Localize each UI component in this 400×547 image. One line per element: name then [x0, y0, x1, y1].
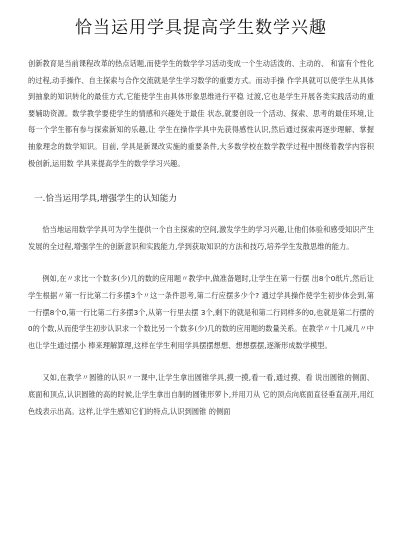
- section-paragraph-3: 又如,在教学〃圆锥的认识〃一课中,让学生拿出圆锥学具,摸一摸,看一看,通过摸、看 说出圆锥的侧面、底面和顶点,认识圆锥的高的时候,让学生拿出自制的圆锥形萝卜,并用刀从 它的顶点向底面直径垂直剖开,用红色线表示出高。这样,让学生感知它们的特点,认识到圆锥 的侧面: [28, 373, 374, 416]
- document-title: 恰当运用学具提高学生数学兴趣: [75, 18, 327, 38]
- section-paragraph-2: 例如,在〃求比一个数多(少)几的数的应用题〃教学中,做准备题时,让学生在第一行摆 出8个0纸片,然后让学生根据〃第一行比第二行多摆3个〃这一条件思考,第二行应摆多少个? 通过学具操作使学生初步体会到,第一行摆8个0,第一行比第二行多摆3个,从第一行里去摆 3个,剩下的就是和第二行同样多的0,也就是第二行摆的0的个数,从而使学生初步认识求一个数比另一个数多(少)几的数的应用题的数量关系。在教学〃十几减几〃中也让学生通过摆小 棒来理解算理,这样在学生利用学具摆摆想想、想想摆摆,逐渐形成数学模型。: [28, 274, 375, 350]
- intro-paragraph: 创新教育是当前课程改革的热点话题,而使学生的数学学习活动变成一个生动活泼的、主动的、 和富有个性化的过程,动手操作、自主探索与合作交流就是学生学习数学的重要方式。而动手操 作学具就可以使学生从具体到抽象的知识转化的最佳方式,它能使学生由具体形象思维进行平稳 过渡,它也是学生开展各类实践活动的重要辅助资源。数学教学要使学生的情感和兴趣处于最佳 状态,就要创设一个活动、探索、思考的最佳环境,让每一个学生都有参与探索新知的乐趣,让 学生在操作学具中先获得感性认识,然后通过探索再逐步理解、掌握抽象理念的数学知识。目前, 学具是新课改实施的重要条件,大多数学校在数学教学过程中围绕着教学内容积极创新,运用数 学具来提高学生的数学学习兴趣。: [28, 59, 374, 168]
- section-paragraph-1: 恰当地运用数学学具可为学生提供一个自主探索的空间,激发学生的学习兴趣,让他们体验和感受知识产生发展的全过程,增强学生的创新意识和实践能力,学到获取知识的方法和技巧,培养学生发散思维的能力。: [28, 225, 374, 251]
- section-heading: 一.恰当运用学具,增强学生的认知能力: [34, 194, 177, 205]
